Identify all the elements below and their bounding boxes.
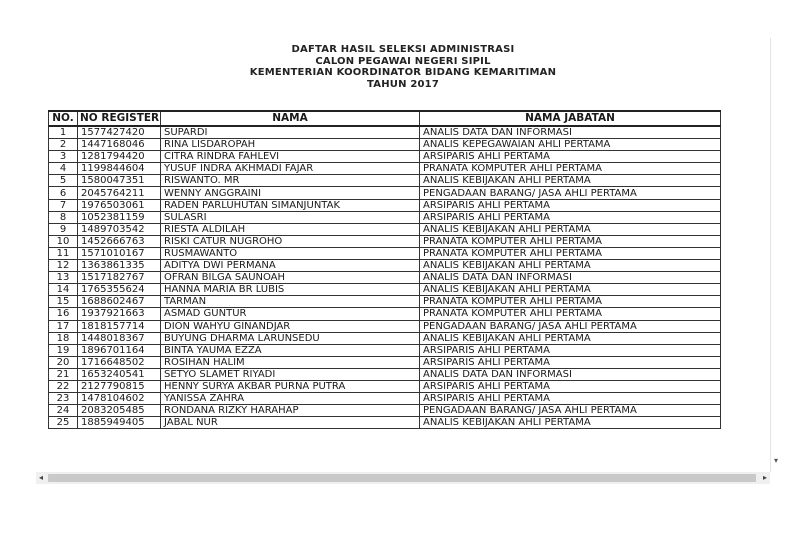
row-position: ARSIPARIS AHLI PERTAMA — [420, 199, 721, 211]
row-number: 5 — [49, 175, 78, 187]
row-number: 6 — [49, 187, 78, 199]
row-number: 8 — [49, 211, 78, 223]
table-row — [49, 296, 721, 308]
row-register: 1896701164 — [78, 344, 161, 356]
table-row — [49, 175, 721, 187]
table-row — [49, 235, 721, 247]
row-name: RISKI CATUR NUGROHO — [161, 235, 420, 247]
row-position: ANALIS DATA DAN INFORMASI — [420, 126, 721, 139]
title-line-1: DAFTAR HASIL SELEKSI ADMINISTRASI — [291, 44, 515, 55]
row-register: 1447168046 — [78, 139, 161, 151]
row-number: 18 — [49, 332, 78, 344]
row-register: 1885949405 — [78, 417, 161, 429]
row-position: PRANATA KOMPUTER AHLI PERTAMA — [420, 247, 721, 259]
row-position: ANALIS KEBIJAKAN AHLI PERTAMA — [420, 260, 721, 272]
row-name: SUPARDI — [161, 126, 420, 139]
row-name: ADITYA DWI PERMANA — [161, 260, 420, 272]
row-name: SETYO SLAMET RIYADI — [161, 368, 420, 380]
row-register: 1571010167 — [78, 247, 161, 259]
scroll-right-arrow-icon[interactable]: ▸ — [762, 473, 767, 482]
row-number: 24 — [49, 405, 78, 417]
table-header-row — [49, 111, 721, 126]
selection-results-table — [48, 110, 721, 429]
row-number: 2 — [49, 139, 78, 151]
row-register: 1577427420 — [78, 126, 161, 139]
header-no-register: NO REGISTER — [78, 111, 161, 126]
row-register: 1199844604 — [78, 163, 161, 175]
row-name: ROSIHAN HALIM — [161, 356, 420, 368]
row-number: 16 — [49, 308, 78, 320]
row-name: RISWANTO. MR — [161, 175, 420, 187]
row-name: RONDANA RIZKY HARAHAP — [161, 405, 420, 417]
row-name: RIESTA ALDILAH — [161, 223, 420, 235]
row-name: SULASRI — [161, 211, 420, 223]
table-row — [49, 126, 721, 139]
row-register: 2045764211 — [78, 187, 161, 199]
row-number: 13 — [49, 272, 78, 284]
table-row — [49, 356, 721, 368]
row-name: DION WAHYU GINANDJAR — [161, 320, 420, 332]
title-line-2: CALON PEGAWAI NEGERI SIPIL — [315, 55, 491, 67]
table-row — [49, 211, 721, 223]
table-row — [49, 344, 721, 356]
row-position: ARSIPARIS AHLI PERTAMA — [420, 344, 721, 356]
row-register: 1489703542 — [78, 223, 161, 235]
row-position: ANALIS KEBIJAKAN AHLI PERTAMA — [420, 417, 721, 429]
title-line-3: KEMENTERIAN KOORDINATOR BIDANG KEMARITIMAN — [249, 67, 557, 78]
row-name: OFRAN BILGA SAUNOAH — [161, 272, 420, 284]
row-position: ARSIPARIS AHLI PERTAMA — [420, 356, 721, 368]
row-position: PENGADAAN BARANG/ JASA AHLI PERTAMA — [420, 320, 721, 332]
row-name: ASMAD GUNTUR — [161, 308, 420, 320]
table-row — [49, 163, 721, 175]
row-position: PENGADAAN BARANG/ JASA AHLI PERTAMA — [420, 405, 721, 417]
row-name: YANISSA ZAHRA — [161, 393, 420, 405]
row-register: 1478104602 — [78, 393, 161, 405]
row-position: ARSIPARIS AHLI PERTAMA — [420, 393, 721, 405]
row-number: 21 — [49, 368, 78, 380]
row-number: 7 — [49, 199, 78, 211]
row-position: PRANATA KOMPUTER AHLI PERTAMA — [420, 296, 721, 308]
document-title — [36, 44, 770, 90]
row-name: HANNA MARIA BR LUBIS — [161, 284, 420, 296]
table-row — [49, 199, 721, 211]
row-number: 3 — [49, 151, 78, 163]
row-position: ANALIS KEBIJAKAN AHLI PERTAMA — [420, 284, 721, 296]
row-number: 25 — [49, 417, 78, 429]
row-position: PRANATA KOMPUTER AHLI PERTAMA — [420, 235, 721, 247]
vertical-scrollbar[interactable] — [770, 38, 779, 472]
row-register: 1281794420 — [78, 151, 161, 163]
row-position: ANALIS KEBIJAKAN AHLI PERTAMA — [420, 332, 721, 344]
row-register: 1363861335 — [78, 260, 161, 272]
row-position: PENGADAAN BARANG/ JASA AHLI PERTAMA — [420, 187, 721, 199]
row-number: 10 — [49, 235, 78, 247]
row-register: 1818157714 — [78, 320, 161, 332]
row-number: 9 — [49, 223, 78, 235]
row-number: 14 — [49, 284, 78, 296]
row-position: PRANATA KOMPUTER AHLI PERTAMA — [420, 308, 721, 320]
table-row — [49, 332, 721, 344]
row-register: 2127790815 — [78, 380, 161, 392]
row-name: JABAL NUR — [161, 417, 420, 429]
row-register: 1937921663 — [78, 308, 161, 320]
row-register: 1580047351 — [78, 175, 161, 187]
row-name: YUSUF INDRA AKHMADI FAJAR — [161, 163, 420, 175]
row-position: ARSIPARIS AHLI PERTAMA — [420, 151, 721, 163]
row-name: CITRA RINDRA FAHLEVI — [161, 151, 420, 163]
row-position: ARSIPARIS AHLI PERTAMA — [420, 380, 721, 392]
row-register: 1452666763 — [78, 235, 161, 247]
table-row — [49, 368, 721, 380]
row-number: 20 — [49, 356, 78, 368]
row-register: 1976503061 — [78, 199, 161, 211]
row-name: HENNY SURYA AKBAR PURNA PUTRA — [161, 380, 420, 392]
table-row — [49, 139, 721, 151]
table-row — [49, 417, 721, 429]
row-register: 1517182767 — [78, 272, 161, 284]
header-nama-jabatan: NAMA JABATAN — [420, 111, 721, 126]
scroll-left-arrow-icon[interactable]: ◂ — [38, 473, 43, 482]
row-number: 22 — [49, 380, 78, 392]
horizontal-scrollbar-thumb[interactable] — [48, 474, 756, 482]
table-row — [49, 320, 721, 332]
table-body — [49, 126, 721, 429]
row-register: 1653240541 — [78, 368, 161, 380]
table-row — [49, 223, 721, 235]
row-position: ANALIS DATA DAN INFORMASI — [420, 272, 721, 284]
row-number: 11 — [49, 247, 78, 259]
table-row — [49, 393, 721, 405]
row-number: 17 — [49, 320, 78, 332]
row-position: ARSIPARIS AHLI PERTAMA — [420, 211, 721, 223]
table-row — [49, 187, 721, 199]
row-number: 19 — [49, 344, 78, 356]
row-register: 1052381159 — [78, 211, 161, 223]
row-name: RADEN PARLUHUTAN SIMANJUNTAK — [161, 199, 420, 211]
table-row — [49, 151, 721, 163]
table-row — [49, 308, 721, 320]
row-number: 12 — [49, 260, 78, 272]
document-viewer — [36, 38, 770, 484]
row-name: BINTA YAUMA EZZA — [161, 344, 420, 356]
row-register: 2083205485 — [78, 405, 161, 417]
row-position: ANALIS KEBIJAKAN AHLI PERTAMA — [420, 223, 721, 235]
table-row — [49, 380, 721, 392]
title-line-4: TAHUN 2017 — [367, 78, 439, 90]
row-name: BUYUNG DHARMA LARUNSEDU — [161, 332, 420, 344]
row-name: RINA LISDAROPAH — [161, 139, 420, 151]
row-position: ANALIS KEBIJAKAN AHLI PERTAMA — [420, 175, 721, 187]
row-register: 1765355624 — [78, 284, 161, 296]
table-row — [49, 260, 721, 272]
table-row — [49, 405, 721, 417]
row-register: 1448018367 — [78, 332, 161, 344]
row-register: 1688602467 — [78, 296, 161, 308]
table-row — [49, 272, 721, 284]
header-nama: NAMA — [161, 111, 420, 126]
row-number: 15 — [49, 296, 78, 308]
header-no: NO. — [49, 111, 78, 126]
row-register: 1716648502 — [78, 356, 161, 368]
horizontal-scrollbar[interactable] — [36, 472, 770, 484]
row-position: PRANATA KOMPUTER AHLI PERTAMA — [420, 163, 721, 175]
row-number: 23 — [49, 393, 78, 405]
row-number: 1 — [49, 126, 78, 139]
table-row — [49, 284, 721, 296]
row-number: 4 — [49, 163, 78, 175]
scroll-down-arrow-icon[interactable]: ▾ — [773, 456, 778, 465]
row-name: WENNY ANGGRAINI — [161, 187, 420, 199]
row-position: ANALIS KEPEGAWAIAN AHLI PERTAMA — [420, 139, 721, 151]
table-row — [49, 247, 721, 259]
row-name: RUSMAWANTO — [161, 247, 420, 259]
row-position: ANALIS DATA DAN INFORMASI — [420, 368, 721, 380]
row-name: TARMAN — [161, 296, 420, 308]
